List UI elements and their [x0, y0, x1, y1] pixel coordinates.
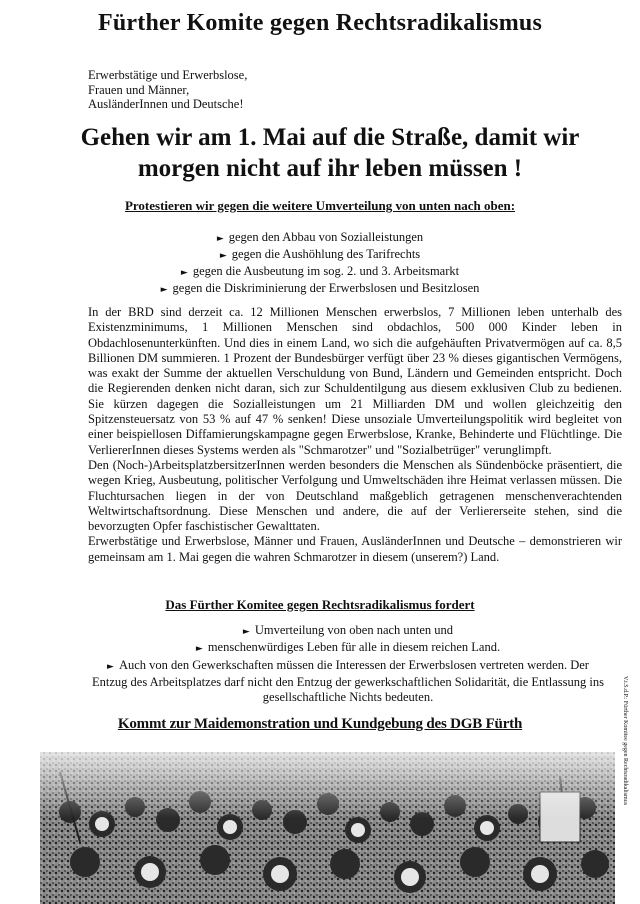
demands-list	[88, 623, 608, 705]
demand-item: ► Auch von den Gewerkschaften müssen die Interessen der Erwerbslosen vertreten werden. Der Entzug des Arbeitsplatzes darf nicht den Entzug der gewerkschaftlichen Solidarität, die Entlassung ins gesellschaftliche Nichts bedeuten.	[91, 657, 604, 705]
arrow-bullet-icon: ►	[195, 644, 203, 655]
address-line: AusländerInnen und Deutsche!	[88, 97, 244, 111]
protest-item: ► gegen den Abbau von Sozialleistungen	[216, 230, 424, 244]
address-line: Erwerbstätige und Erwerbslose,	[88, 68, 248, 82]
headline	[60, 122, 600, 184]
demand-item: ► Umverteilung von oben nach unten und	[242, 623, 454, 637]
arrow-bullet-icon: ►	[160, 285, 168, 295]
protest-item: ► gegen die Ausbeutung im sog. 2. und 3. Arbeitsmarkt	[180, 264, 460, 278]
headline-line: morgen nicht auf ihr leben müssen !	[137, 155, 523, 182]
arrow-bullet-icon: ►	[107, 661, 114, 672]
protest-item: ► gegen die Diskriminierung der Erwerbslosen und Besitzlosen	[160, 281, 480, 295]
demand-item: ► menschenwürdiges Leben für alle in diesem reichen Land.	[195, 640, 501, 655]
body-paragraph: In der BRD sind derzeit ca. 12 Millionen Menschen erwerbslos, 7 Millionen leben unterhalb des Existenzminimums, 1 Millionen Menschen sind obdachlos, 500 000 Kinder leben in Obdachlosenunterkünften. Und dies in einem Land, wo sich die aufgehäuften Privatvermögen auf ca. 8,5 Billionen DM summieren. 1 Prozent der Bundesbürger verfügt über 23 % dieses gigantischen Vermögens, was exakt der Summe der aktuellen Verschuldung von Bund, Ländern und Gemeinden entspricht. Doch die Regierenden denken nicht daran, sich zur Schuldentilgung aus diesem exklusiven Club zu bedienen. Sie kürzen dagegen die Sozialleistungen um 21 Milliarden DM und wollen gleichzeitig den Spitzensteuersatz von 53 % auf 47 % senken! Diese unsoziale Umverteilungspolitik wird begleitet von einer beispiellosen Diffamierungskampagne gegen Erwerbslose, Kranke, Behinderte und Flüchtlinge. Die VerliererInnen dieses Systems werden als "Schmarotzer" und "Sozialbetrüger" verunglimpft.	[88, 305, 622, 457]
arrow-bullet-icon: ►	[180, 268, 188, 278]
body-text	[88, 305, 622, 565]
arrow-bullet-icon: ►	[216, 234, 224, 244]
demonstration-crowd-photo	[40, 732, 615, 904]
imprint-text: V.i.S.d.P.: Fürther Komitee gegen Rechtsradikalismus	[622, 676, 628, 806]
arrow-bullet-icon: ►	[219, 251, 227, 261]
headline-line: Gehen wir am 1. Mai auf die Straße, damit wir	[80, 124, 580, 151]
body-paragraph: Den (Noch-)ArbeitsplatzbersitzerInnen werden besonders die Menschen als Sündenböcke präsentiert, die wegen Krieg, Ausbeutung, politischer Verfolgung und Umweltschäden ihre Heimat verlassen müssen. Die Fluchtursachen liegen in der von Deutschland maßgeblich getragenen menschenverachtenden Weltwirtschaftsordnung. Diese Menschen und andere, die auf der Verliererseite stehen, sind die bevorzugten Opfer faschistischer Gewalttaten.	[88, 457, 622, 534]
address-block	[88, 68, 247, 112]
imprint-note	[618, 676, 632, 806]
forderung-heading: Das Fürther Komitee gegen Rechtsradikalismus fordert	[165, 597, 475, 612]
flyer-title: Fürther Komite gegen Rechtsradikalismus	[98, 10, 542, 36]
call-to-action: Kommt zur Maidemonstration und Kundgebung des DGB Fürth	[117, 716, 523, 732]
body-paragraph: Erwerbstätige und Erwerbslose, Männer und Frauen, AusländerInnen und Deutsche – demonstrieren wir gemeinsam am 1. Mai gegen die wahren Schmarotzer in diesem (unserem?) Land.	[88, 534, 622, 564]
protest-item: ► gegen die Aushöhlung des Tarifrechts	[219, 247, 421, 261]
protest-heading: Protestieren wir gegen die weitere Umverteilung von unten nach oben:	[124, 198, 516, 213]
protest-list	[0, 230, 640, 298]
address-line: Frauen und Männer,	[88, 82, 190, 97]
arrow-bullet-icon: ►	[242, 627, 250, 637]
